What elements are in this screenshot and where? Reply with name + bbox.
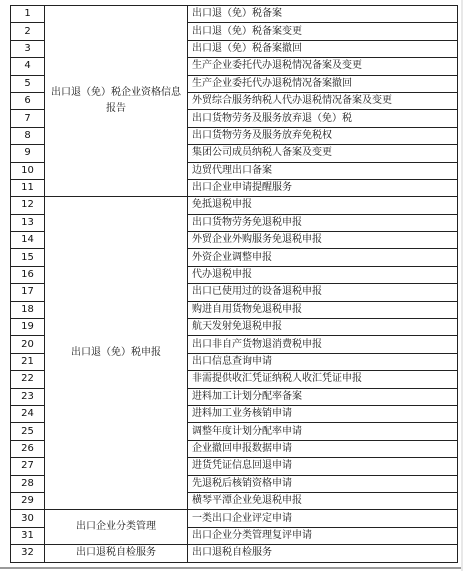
service-item: 边贸代理出口备案 [188,162,458,179]
service-item: 航天发射免退税申报 [188,319,458,336]
row-number: 7 [11,110,45,127]
service-item: 生产企业委托代办退税情况备案撤回 [188,75,458,92]
table-body [11,6,458,563]
row-number: 20 [11,336,45,353]
row-number: 12 [11,197,45,214]
row-number: 25 [11,423,45,440]
service-item: 出口企业申请提醒服务 [188,179,458,196]
row-number: 21 [11,353,45,370]
row-number: 26 [11,440,45,457]
service-item: 出口企业分类管理复评申请 [188,527,458,544]
table-row [11,510,458,527]
service-item: 出口货物劳务及服务放弃退（免）税 [188,110,458,127]
service-item: 出口信息查询申请 [188,353,458,370]
service-item: 生产企业委托代办退税情况备案及变更 [188,58,458,75]
row-number: 30 [11,510,45,527]
service-item: 集团公司成员纳税人备案及变更 [188,145,458,162]
service-item: 进料加工业务核销申请 [188,405,458,422]
row-number: 31 [11,527,45,544]
service-item: 进料加工计划分配率备案 [188,388,458,405]
service-item: 先退税后核销资格申请 [188,475,458,492]
bottom-divider [0,567,463,569]
row-number: 16 [11,266,45,283]
category-cell: 出口退（免）税申报 [45,197,188,510]
row-number: 4 [11,58,45,75]
row-number: 14 [11,232,45,249]
service-item: 外贸综合服务纳税人代办退税情况备案及变更 [188,92,458,109]
row-number: 28 [11,475,45,492]
row-number: 27 [11,458,45,475]
table-row [11,197,458,214]
category-cell: 出口退（免）税企业资格信息报告 [45,6,188,197]
row-number: 32 [11,545,45,562]
service-item: 调整年度计划分配率申请 [188,423,458,440]
row-number: 19 [11,319,45,336]
row-number: 5 [11,75,45,92]
row-number: 15 [11,249,45,266]
service-item: 外资企业调整申报 [188,249,458,266]
row-number: 22 [11,371,45,388]
row-number: 2 [11,23,45,40]
service-item: 出口退（免）税备案撤回 [188,40,458,57]
row-number: 6 [11,92,45,109]
service-item: 出口货物劳务免退税申报 [188,214,458,231]
row-number: 29 [11,492,45,509]
service-item: 免抵退税申报 [188,197,458,214]
row-number: 1 [11,6,45,23]
service-item: 出口已使用过的设备退税申报 [188,284,458,301]
service-item: 非需提供收汇凭证纳税人收汇凭证申报 [188,371,458,388]
service-item: 出口非自产货物退消费税申报 [188,336,458,353]
row-number: 13 [11,214,45,231]
row-number: 10 [11,162,45,179]
service-table [10,5,458,563]
service-item: 一类出口企业评定申请 [188,510,458,527]
service-item: 出口退税自检服务 [188,545,458,562]
service-item: 出口货物劳务及服务放弃免税权 [188,127,458,144]
service-item: 外贸企业外购服务免退税申报 [188,232,458,249]
row-number: 17 [11,284,45,301]
category-cell: 出口企业分类管理 [45,510,188,545]
category-cell: 出口退税自检服务 [45,545,188,562]
row-number: 23 [11,388,45,405]
service-item: 代办退税申报 [188,266,458,283]
service-item: 购进自用货物免退税申报 [188,301,458,318]
service-item: 出口退（免）税备案变更 [188,23,458,40]
row-number: 18 [11,301,45,318]
row-number: 3 [11,40,45,57]
service-item: 横琴平潭企业免退税申报 [188,492,458,509]
row-number: 9 [11,145,45,162]
row-number: 11 [11,179,45,196]
service-item: 进货凭证信息回退申请 [188,458,458,475]
table-row [11,545,458,562]
row-number: 24 [11,405,45,422]
row-number: 8 [11,127,45,144]
service-item: 企业撤回申报数据申请 [188,440,458,457]
service-item: 出口退（免）税备案 [188,6,458,23]
table-row [11,6,458,23]
